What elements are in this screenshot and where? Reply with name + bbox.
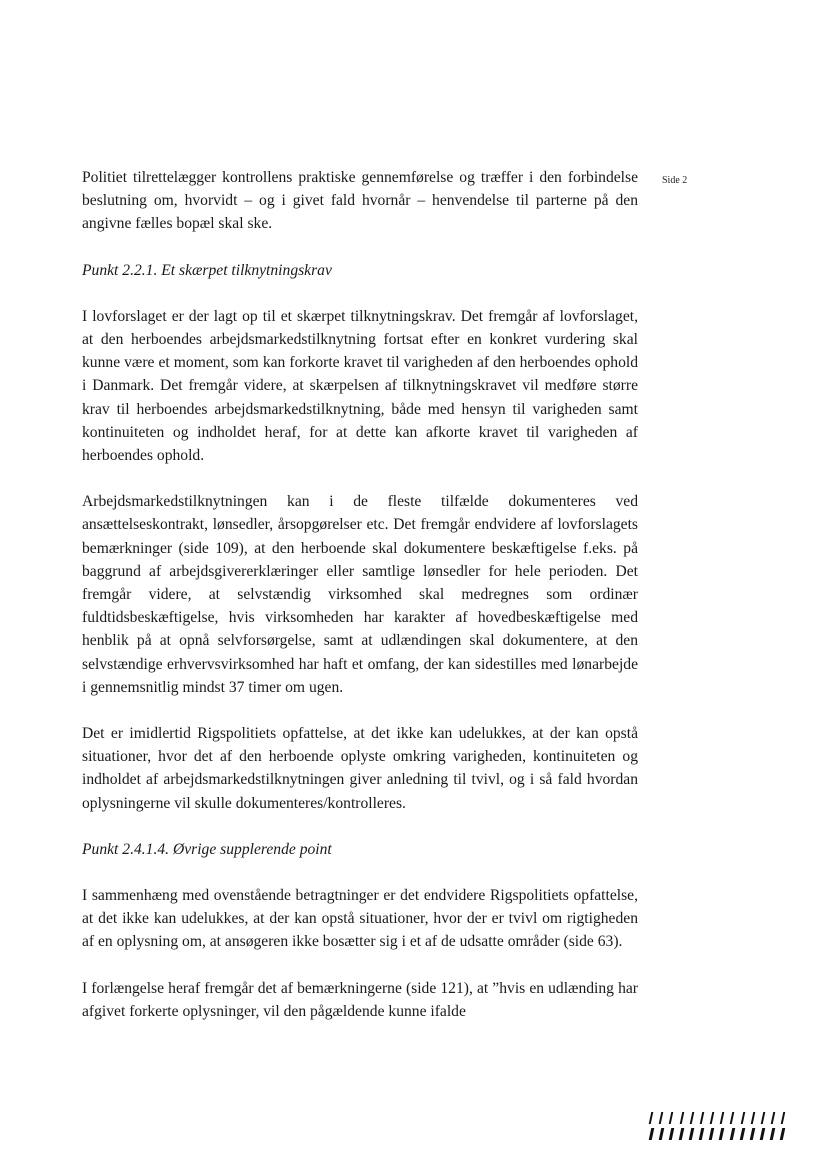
paragraph-remarks-continuation: I forlængelse heraf fremgår det af bemærkningerne (side 121), at ”hvis en udlænding har afgivet forkerte oplysninger, vil den pågældende kunne ifalde (82, 979, 638, 1020)
section-heading-2-2-1: Punkt 2.2.1. Et skærpet tilknytningskrav (82, 261, 332, 279)
section-heading-2-4-1-4: Punkt 2.4.1.4. Øvrige supplerende point (82, 840, 332, 858)
paragraph-documentation: Arbejdsmarkedstilknytningen kan i de fleste tilfælde dokumenteres ved ansættelseskontrakt, lønsedler, årsopgørelser etc. Det fremgår endvidere af lovforslagets bemærkninger (side 109), at den herboende skal dokumentere beskæftigelse f.eks. på baggrund af arbejdsgivererklæringer eller samtlige lønsedler for hele perioden. Det fremgår videre, at selvstændig virksomhed skal medregnes som ordinær fuldtidsbeskæftigelse, hvis virksomheden har karakter af hovedbeskæftigelse med henblik på at opnå selvforsørgelse, samt at udlændingen skal dokumentere, at den selvstændige erhvervsvirksomhed har haft et omfang, der kan sidestilles med lønarbejde i gennemsnitlig mindst 37 timer om ugen. (82, 493, 638, 696)
paragraph-police-control: Politiet tilrettelægger kontrollens praktiske gennemførelse og træffer i den forbindelse beslutning om, hvorvidt – og i givet fald hvornår – henvendelse til parterne på den angivne fælles bopæl skal ske. (82, 169, 638, 233)
barcode-row-top (650, 1112, 784, 1124)
document-body (82, 166, 638, 1046)
page-number: Side 2 (662, 175, 688, 186)
paragraph-tilknytningskrav: I lovforslaget er der lagt op til et skærpet tilknytningskrav. Det fremgår af lovforslaget, at den herboendes arbejdsmarkedstilknytning fortsat efter en konkret vurdering skal kunne være et moment, som kan forkorte kravet til varigheden af den herboendes ophold i Danmark. Det fremgår videre, at skærpelsen af tilknytningskravet vil medføre større krav til herboendes arbejdsmarkedstilknytning, både med hensyn til varigheden samt kontinuiteten og indholdet heraf, for at dette kan afkorte kravet til varigheden af herboendes ophold. (82, 307, 638, 465)
barcode-icon (650, 1112, 784, 1140)
paragraph-supplementary-points: I sammenhæng med ovenstående betragtninger er det endvidere Rigspolitiets opfattelse, at det ikke kan udelukkes, at der kan opstå situationer, hvor der er tvivl om rigtigheden af en oplysning om, at ansøgeren ikke bosætter sig i et af de udsatte områder (side 63). (82, 887, 638, 951)
paragraph-rigspolitiet-opinion: Det er imidlertid Rigspolitiets opfattelse, at det ikke kan udelukkes, at der kan opstå situationer, hvor det af den herboende oplyste omkring varigheden, kontinuiteten og indholdet af arbejdsmarkedstilknytningen giver anledning til tvivl, og i så fald hvordan oplysningerne vil skulle dokumenteres/kontrolleres. (82, 725, 638, 812)
barcode-row-bottom (650, 1128, 784, 1140)
